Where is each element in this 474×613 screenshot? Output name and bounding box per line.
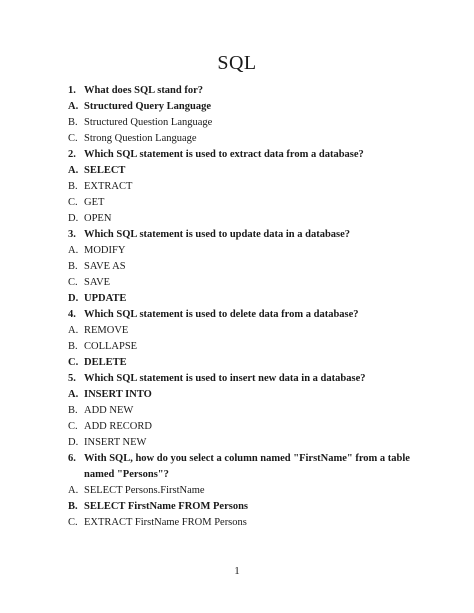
- option-text: Strong Question Language: [84, 133, 197, 144]
- option-letter: C.: [68, 357, 79, 368]
- option-text: SAVE: [84, 277, 111, 288]
- option-letter: C.: [68, 277, 78, 288]
- option-1-b: [68, 115, 420, 131]
- option-text: INSERT INTO: [84, 389, 152, 400]
- option-text: OPEN: [84, 213, 112, 224]
- option-letter: C.: [68, 197, 78, 208]
- question-text: Which SQL statement is used to delete data from a database?: [84, 309, 359, 320]
- question-1: [68, 83, 420, 99]
- option-letter: B.: [68, 261, 78, 272]
- question-number: 5.: [68, 373, 76, 384]
- question-3: [68, 227, 420, 243]
- quiz-content: [68, 83, 420, 531]
- option-3-a: [68, 243, 420, 259]
- option-3-c: [68, 275, 420, 291]
- option-text: SELECT Persons.FirstName: [84, 485, 205, 496]
- page-title: SQL: [217, 52, 257, 74]
- question-text: With SQL, how do you select a column named "FirstName" from a table named "Persons"?: [84, 453, 410, 480]
- option-text: COLLAPSE: [84, 341, 138, 352]
- option-5-d: [68, 435, 420, 451]
- option-text: Structured Query Language: [84, 101, 211, 112]
- option-text: MODIFY: [84, 245, 126, 256]
- option-text: EXTRACT: [84, 181, 133, 192]
- option-6-c: [68, 515, 420, 531]
- question-number: 6.: [68, 453, 76, 464]
- page-number: 1: [234, 565, 240, 577]
- option-text: Structured Question Language: [84, 117, 213, 128]
- option-text: ADD RECORD: [84, 421, 152, 432]
- option-text: REMOVE: [84, 325, 129, 336]
- question-text: Which SQL statement is used to extract data from a database?: [84, 149, 364, 160]
- option-letter: D.: [68, 293, 79, 304]
- option-letter: A.: [68, 485, 79, 496]
- option-letter: A.: [68, 245, 79, 256]
- option-4-b: [68, 339, 420, 355]
- option-1-c: [68, 131, 420, 147]
- option-text: SAVE AS: [84, 261, 126, 272]
- option-letter: A.: [68, 101, 79, 112]
- option-letter: A.: [68, 325, 79, 336]
- option-letter: C.: [68, 517, 78, 528]
- option-letter: C.: [68, 133, 78, 144]
- option-2-a: [68, 163, 420, 179]
- question-text: What does SQL stand for?: [84, 85, 204, 96]
- option-letter: B.: [68, 501, 78, 512]
- option-letter: D.: [68, 437, 79, 448]
- option-3-d: [68, 291, 420, 307]
- option-5-a: [68, 387, 420, 403]
- option-2-d: [68, 211, 420, 227]
- option-text: GET: [84, 197, 105, 208]
- option-text: DELETE: [84, 357, 127, 368]
- option-letter: D.: [68, 213, 79, 224]
- question-2: [68, 147, 420, 163]
- option-letter: B.: [68, 117, 78, 128]
- option-3-b: [68, 259, 420, 275]
- option-text: EXTRACT FirstName FROM Persons: [84, 517, 247, 528]
- option-5-c: [68, 419, 420, 435]
- option-letter: A.: [68, 165, 79, 176]
- option-6-b: [68, 499, 420, 515]
- option-text: SELECT FirstName FROM Persons: [84, 501, 249, 512]
- option-2-c: [68, 195, 420, 211]
- question-number: 2.: [68, 149, 76, 160]
- option-text: SELECT: [84, 165, 126, 176]
- question-number: 1.: [68, 85, 76, 96]
- option-letter: B.: [68, 405, 78, 416]
- option-letter: B.: [68, 341, 78, 352]
- option-5-b: [68, 403, 420, 419]
- option-text: ADD NEW: [84, 405, 134, 416]
- option-4-c: [68, 355, 420, 371]
- option-letter: A.: [68, 389, 79, 400]
- question-6: [68, 451, 420, 483]
- option-2-b: [68, 179, 420, 195]
- option-letter: C.: [68, 421, 78, 432]
- question-4: [68, 307, 420, 323]
- question-text: Which SQL statement is used to update data in a database?: [84, 229, 351, 240]
- question-5: [68, 371, 420, 387]
- option-text: UPDATE: [84, 293, 127, 304]
- question-text: Which SQL statement is used to insert new data in a database?: [84, 373, 366, 384]
- option-1-a: [68, 99, 420, 115]
- option-text: INSERT NEW: [84, 437, 147, 448]
- option-4-a: [68, 323, 420, 339]
- question-number: 4.: [68, 309, 76, 320]
- option-6-a: [68, 483, 420, 499]
- question-number: 3.: [68, 229, 76, 240]
- option-letter: B.: [68, 181, 78, 192]
